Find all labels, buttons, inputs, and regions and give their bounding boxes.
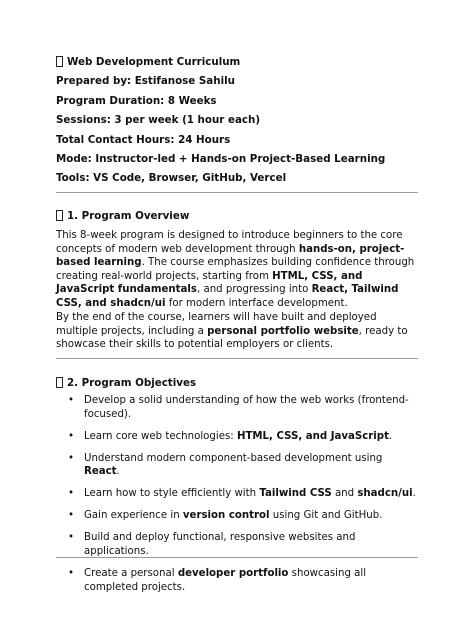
- text-run: .: [116, 466, 120, 478]
- emphasis: HTML, CSS, and JavaScript fundamentals: [56, 270, 363, 295]
- bullet: •: [68, 430, 75, 442]
- text-run: This 8-week program is designed to introduce beginners to the core concepts of modern web development through: [56, 230, 403, 255]
- emphasis: HTML, CSS, and JavaScript: [236, 430, 389, 442]
- emphasis: personal portfolio website: [207, 325, 359, 337]
- text-run: By the end of the course, learners will have built and deployed multiple projects, including a: [56, 312, 377, 337]
- emphasis: Tailwind CSS: [259, 488, 332, 500]
- list-item: [56, 394, 418, 421]
- bullet: •: [68, 452, 75, 464]
- missing-glyph-icon: [56, 377, 63, 388]
- missing-glyph-icon: [56, 56, 63, 67]
- text-run: Create a personal: [84, 568, 178, 580]
- list-item: [56, 531, 418, 558]
- list-item: [56, 509, 418, 523]
- text-run: Build and deploy functional, responsive websites and applications.: [84, 532, 356, 557]
- text-run: Learn how to style efficiently with: [84, 488, 260, 500]
- bullet: •: [68, 395, 75, 406]
- text-run: and: [331, 488, 358, 500]
- emphasis: shadcn/ui: [357, 488, 413, 500]
- divider: [56, 192, 418, 193]
- section-heading-objectives: [56, 377, 196, 389]
- emphasis: version control: [182, 510, 270, 522]
- text-run: showcasing all completed projects.: [84, 568, 367, 593]
- total-contact-hours: Total Contact Hours: 24 Hours: [56, 134, 231, 146]
- text-run: . The course emphasizes building confidence through creating real-world projects, starting from: [56, 257, 415, 282]
- text-run: Understand modern component-based development using: [84, 452, 383, 464]
- document-title-text: Web Development Curriculum: [67, 56, 241, 68]
- list-item: [56, 567, 418, 594]
- delivery-mode: Mode: Instructor-led + Hands-on Project-Based Learning: [56, 153, 386, 165]
- prepared-by: Prepared by: Estifanose Sahilu: [56, 75, 235, 87]
- sessions: Sessions: 3 per week (1 hour each): [56, 114, 261, 126]
- list-item: [56, 430, 418, 444]
- bullet: •: [68, 510, 75, 522]
- bullet: •: [68, 488, 75, 500]
- overview-paragraph-1: [56, 229, 418, 310]
- emphasis: hands-on, project-based learning: [56, 243, 405, 268]
- emphasis: React: [84, 466, 117, 478]
- divider: [56, 557, 418, 558]
- section-heading-text: 1. Program Overview: [67, 210, 190, 222]
- text-run: .: [412, 488, 416, 500]
- text-run: Develop a solid understanding of how the web works (frontend-focused).: [84, 395, 409, 420]
- list-item: [56, 452, 418, 479]
- text-run: Gain experience in: [84, 510, 183, 522]
- overview-paragraph-2: [56, 311, 418, 352]
- emphasis: React, Tailwind CSS, and shadcn/ui: [56, 284, 399, 309]
- missing-glyph-icon: [56, 210, 63, 221]
- bullet: •: [68, 568, 75, 580]
- section-heading-text: 2. Program Objectives: [67, 377, 197, 389]
- text-run: for modern interface development.: [165, 297, 348, 309]
- text-run: , ready to showcase their skills to potential employers or clients.: [56, 325, 408, 350]
- list-item: [56, 487, 418, 501]
- emphasis: developer portfolio: [177, 568, 289, 580]
- text-run: .: [388, 430, 393, 442]
- document-title: [56, 56, 240, 68]
- objectives-list: [56, 394, 418, 603]
- text-run: , and progressing into: [196, 284, 312, 295]
- program-duration: Program Duration: 8 Weeks: [56, 95, 217, 107]
- text-run: using Git and GitHub.: [269, 510, 383, 522]
- tools: Tools: VS Code, Browser, GitHub, Vercel: [56, 172, 287, 184]
- section-heading-overview: [56, 210, 189, 222]
- text-run: Learn core web technologies:: [84, 430, 237, 442]
- divider: [56, 358, 418, 359]
- bullet: •: [68, 532, 75, 544]
